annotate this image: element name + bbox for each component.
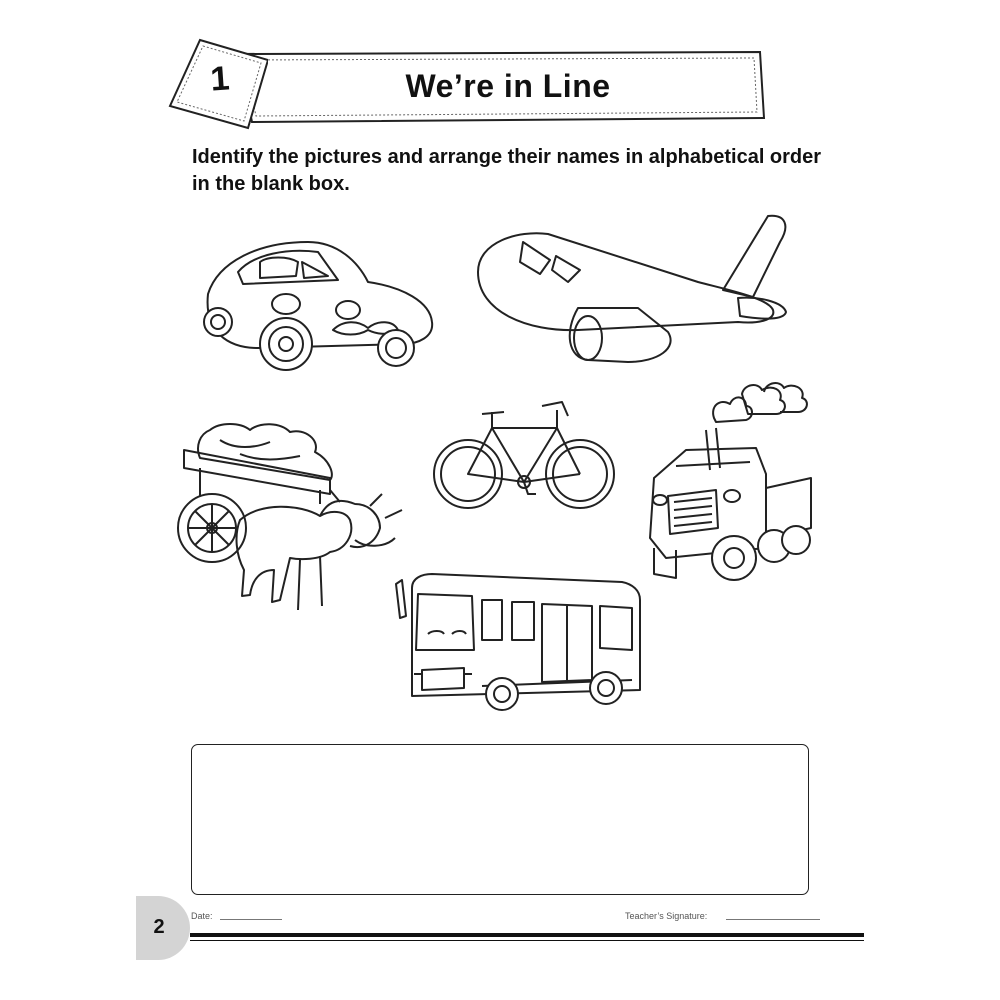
airplane-illustration — [468, 212, 793, 377]
footer-rule-thin — [190, 940, 864, 941]
bus-illustration — [392, 570, 647, 715]
worksheet-title: We’re in Line — [405, 68, 611, 104]
footer-rule-thick — [190, 933, 864, 937]
answer-box[interactable] — [191, 744, 809, 895]
title-banner — [168, 36, 768, 136]
exercise-number: 1 — [209, 59, 231, 99]
bicycle-illustration — [432, 398, 617, 513]
car-illustration — [198, 232, 438, 377]
date-input-line[interactable] — [220, 919, 282, 920]
teacher-signature-label: Teacher’s Signature: — [625, 911, 708, 921]
instruction-text: Identify the pictures and arrange their names in alphabetical order in the blank box. — [192, 146, 822, 195]
teacher-signature-line[interactable] — [726, 919, 820, 920]
bullock-cart-illustration — [180, 420, 420, 615]
truck-illustration — [646, 378, 816, 593]
exercise-number-badge — [168, 36, 264, 132]
page-number-tab — [136, 896, 190, 960]
date-label: Date: — [191, 911, 213, 921]
page-number: 2 — [153, 916, 165, 938]
